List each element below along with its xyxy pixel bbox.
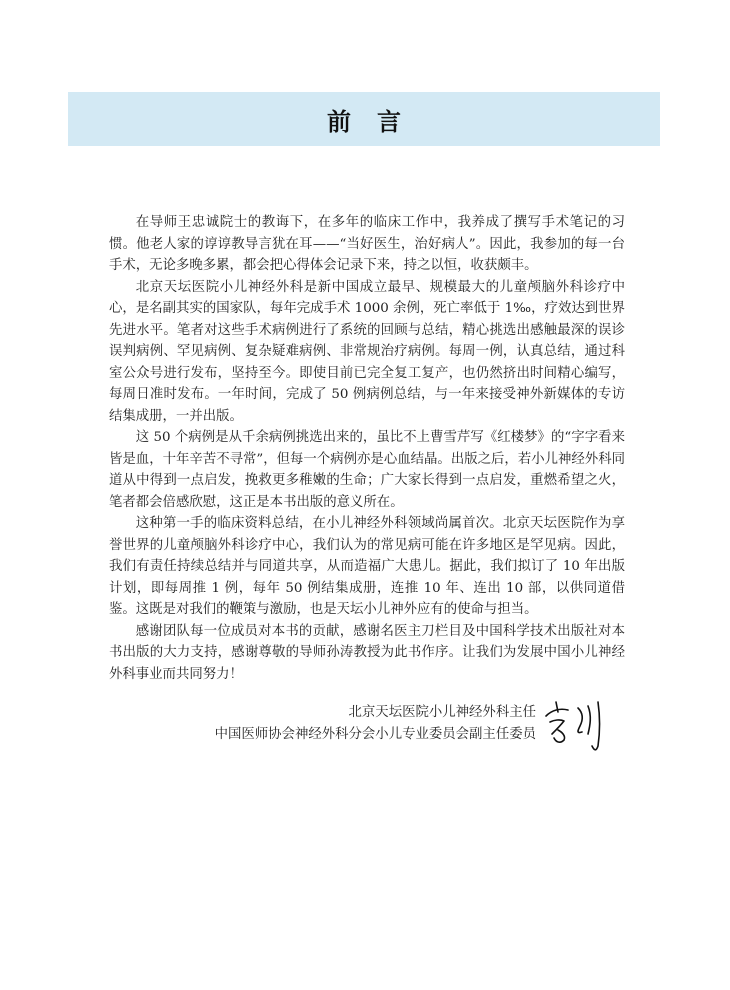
paragraph: 这种第一手的临床资料总结，在小儿神经外科领域尚属首次。北京天坛医院作为享誉世界的儿童颅脑外科诊疗中心，我们认为的常见病可能在许多地区是罕见病。因此，我们有责任持续总结并与同道共享，从而造福广大患儿。据此，我们拟订了 10 年出版计划，即每周推 1 例，每年 50 例结集成册，连推 10 年、连出 10 部，以供同道借鉴。这既是对我们的鞭策与激励，也是天坛小儿神外应有的使命与担当。	[109, 516, 625, 617]
page-title: 前言	[327, 106, 427, 136]
author-affiliation	[200, 702, 536, 745]
paragraph: 感谢团队每一位成员对本书的贡献，感谢名医主刀栏目及中国科学技术出版社对本书出版的大力支持，感谢尊敬的导师孙涛教授为此书作序。让我们为发展中国小儿神经外科事业而共同努力！	[109, 623, 625, 682]
paragraph: 北京天坛医院小儿神经外科是新中国成立最早、规模最大的儿童颅脑外科诊疗中心，是名副其实的国家队，每年完成手术 1000 余例，死亡率低于 1‰，疗效达到世界先进水平。笔者对这些手术病例进行了系统的回顾与总结，精心挑选出感触最深的误诊误判病例、罕见病例、复杂疑难病例、非常规治疗病例。每周一例，认真总结，通过科室公众号进行发布，坚持至今。即使目前已完全复工复产，也仍然挤出时间精心编写，每周日准时发布。一年时间，完成了 50 例病例总结，与一年来接受神外新媒体的专访结集成册，一并出版。	[109, 279, 625, 424]
title-band	[68, 92, 660, 146]
paragraph: 在导师王忠诚院士的教诲下，在多年的临床工作中，我养成了撰写手术笔记的习惯。他老人家的谆谆教导言犹在耳——“当好医生，治好病人”。因此，我参加的每一台手术，无论多晚多累，都会把心得体会记录下来，持之以恒，收获颇丰。	[109, 215, 625, 273]
affiliation-line-2: 中国医师协会神经外科分会小儿专业委员会副主任委员	[214, 726, 536, 742]
handwritten-signature	[538, 686, 638, 758]
affiliation-line-1: 北京天坛医院小儿神经外科主任	[348, 705, 536, 720]
paragraph: 这 50 个病例是从千余病例挑选出来的，虽比不上曹雪芹写《红楼梦》的“字字看来皆是血，十年辛苦不寻常”，但每一个病例亦是心血结晶。出版之后，若小儿神经外科同道从中得到一点启发，挽救更多稚嫩的生命；广大家长得到一点启发，重燃希望之火，笔者都会倍感欣慰，这正是本书出版的意义所在。	[109, 430, 625, 510]
preface-body	[109, 212, 625, 685]
